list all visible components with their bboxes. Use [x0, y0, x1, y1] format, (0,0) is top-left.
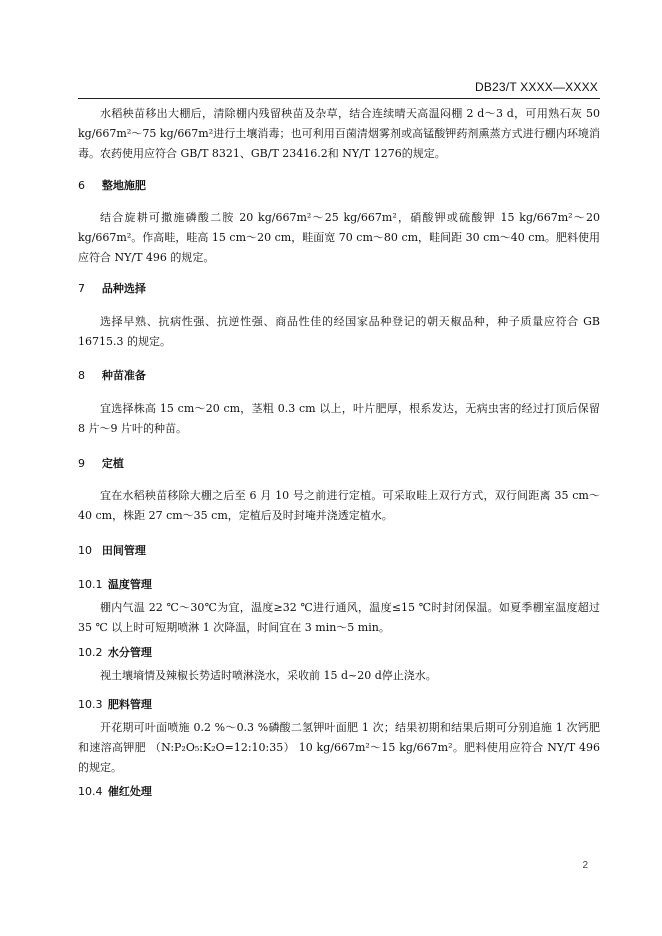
section-7-paragraph	[78, 312, 600, 352]
paragraph-text: 选择早熟、抗病性强、抗逆性强、商品性佳的经国家品种登记的朝天椒品种，种子质量应符合 GB 16715.3 的规定。	[78, 315, 600, 348]
section-number: 10	[78, 544, 92, 557]
section-heading-9	[78, 455, 124, 471]
paragraph-text: 宜选择株高 15 cm～20 cm，茎粗 0.3 cm 以上，叶片肥厚，根系发达，无病虫害的经过打顶后保留 8 片～9 片叶的种苗。	[78, 402, 600, 435]
subsection-number: 10.1	[78, 578, 103, 591]
section-number: 6	[78, 179, 85, 192]
subsection-number: 10.3	[78, 698, 103, 711]
section-6-paragraph	[78, 208, 600, 268]
subsection-heading-10-3	[78, 696, 152, 712]
subsection-10-2-paragraph	[78, 666, 600, 686]
subsection-number: 10.2	[78, 646, 103, 659]
section-heading-7	[78, 280, 146, 296]
section-title: 品种选择	[101, 282, 146, 295]
paragraph-text: 结合旋耕可撒施磷酸二胺 20 kg/667m²～25 kg/667m²，硝酸钾或硫酸钾 15 kg/667m²～20 kg/667m²。作高畦，畦高 15 cm～20 cm，畦面宽 70 cm～80 cm，畦间距 30 cm～40 cm。肥料使用应符合 NY/T 496 的规定。	[78, 211, 600, 264]
standard-code: DB23/T XXXX—XXXX	[474, 80, 598, 94]
section-8-paragraph	[78, 399, 600, 439]
subsection-heading-10-4	[78, 783, 152, 799]
header-divider	[78, 98, 600, 99]
section-number: 9	[78, 457, 85, 470]
subsection-number: 10.4	[78, 785, 103, 798]
section-heading-8	[78, 367, 146, 383]
section-title: 定植	[101, 457, 124, 470]
paragraph-text: 宜在水稻秧苗移除大棚之后至 6 月 10 号之前进行定植。可采取畦上双行方式，双行间距离 35 cm～40 cm，株距 27 cm～35 cm，定植后及时封埯并浇透定植水。	[78, 489, 600, 522]
paragraph-text: 棚内气温 22 ℃～30℃为宜，温度≥32 ℃进行通风，温度≤15 ℃时封闭保温。如夏季棚室温度超过 35 ℃ 以上时可短期喷淋 1 次降温，时间宜在 3 min～5 min。	[78, 601, 600, 634]
page-number: 2	[582, 860, 588, 871]
paragraph-text: 水稻秧苗移出大棚后，清除棚内残留秧苗及杂草，结合连续晴天高温闷棚 2 d～3 d，可用熟石灰 50 kg/667m²～75 kg/667m²进行土壤消毒；也可利用百菌清烟雾剂或高锰酸钾药剂熏蒸方式进行棚内环境消毒。农药使用应符合 GB/T 8321、GB/T 23416.2和 NY/T 1276的规定。	[78, 107, 600, 160]
section-number: 7	[78, 282, 85, 295]
subsection-heading-10-1	[78, 576, 152, 592]
intro-paragraph	[78, 104, 600, 164]
subsection-10-3-paragraph	[78, 718, 600, 778]
section-title: 田间管理	[101, 544, 146, 557]
subsection-title: 水分管理	[107, 646, 152, 659]
paragraph-text: 视土壤墒情及辣椒长势适时喷淋浇水，采收前 15 d~20 d停止浇水。	[100, 669, 437, 682]
section-heading-6	[78, 177, 146, 193]
subsection-title: 催红处理	[107, 785, 152, 798]
subsection-title: 温度管理	[107, 578, 152, 591]
section-9-paragraph	[78, 486, 600, 526]
subsection-10-1-paragraph	[78, 598, 600, 638]
section-number: 8	[78, 369, 85, 382]
section-heading-10	[78, 542, 146, 558]
section-title: 整地施肥	[101, 179, 146, 192]
section-title: 种苗准备	[101, 369, 146, 382]
subsection-heading-10-2	[78, 644, 152, 660]
paragraph-text: 开花期可叶面喷施 0.2 %～0.3 %磷酸二氢钾叶面肥 1 次；结果初期和结果后期可分别追施 1 次钙肥和速溶高钾肥 （N:P₂O₅:K₂O=12:10:35） 10 kg/667m²～15 kg/667m²。肥料使用应符合 NY/T 496 的规定。	[78, 721, 600, 774]
subsection-title: 肥料管理	[107, 698, 152, 711]
